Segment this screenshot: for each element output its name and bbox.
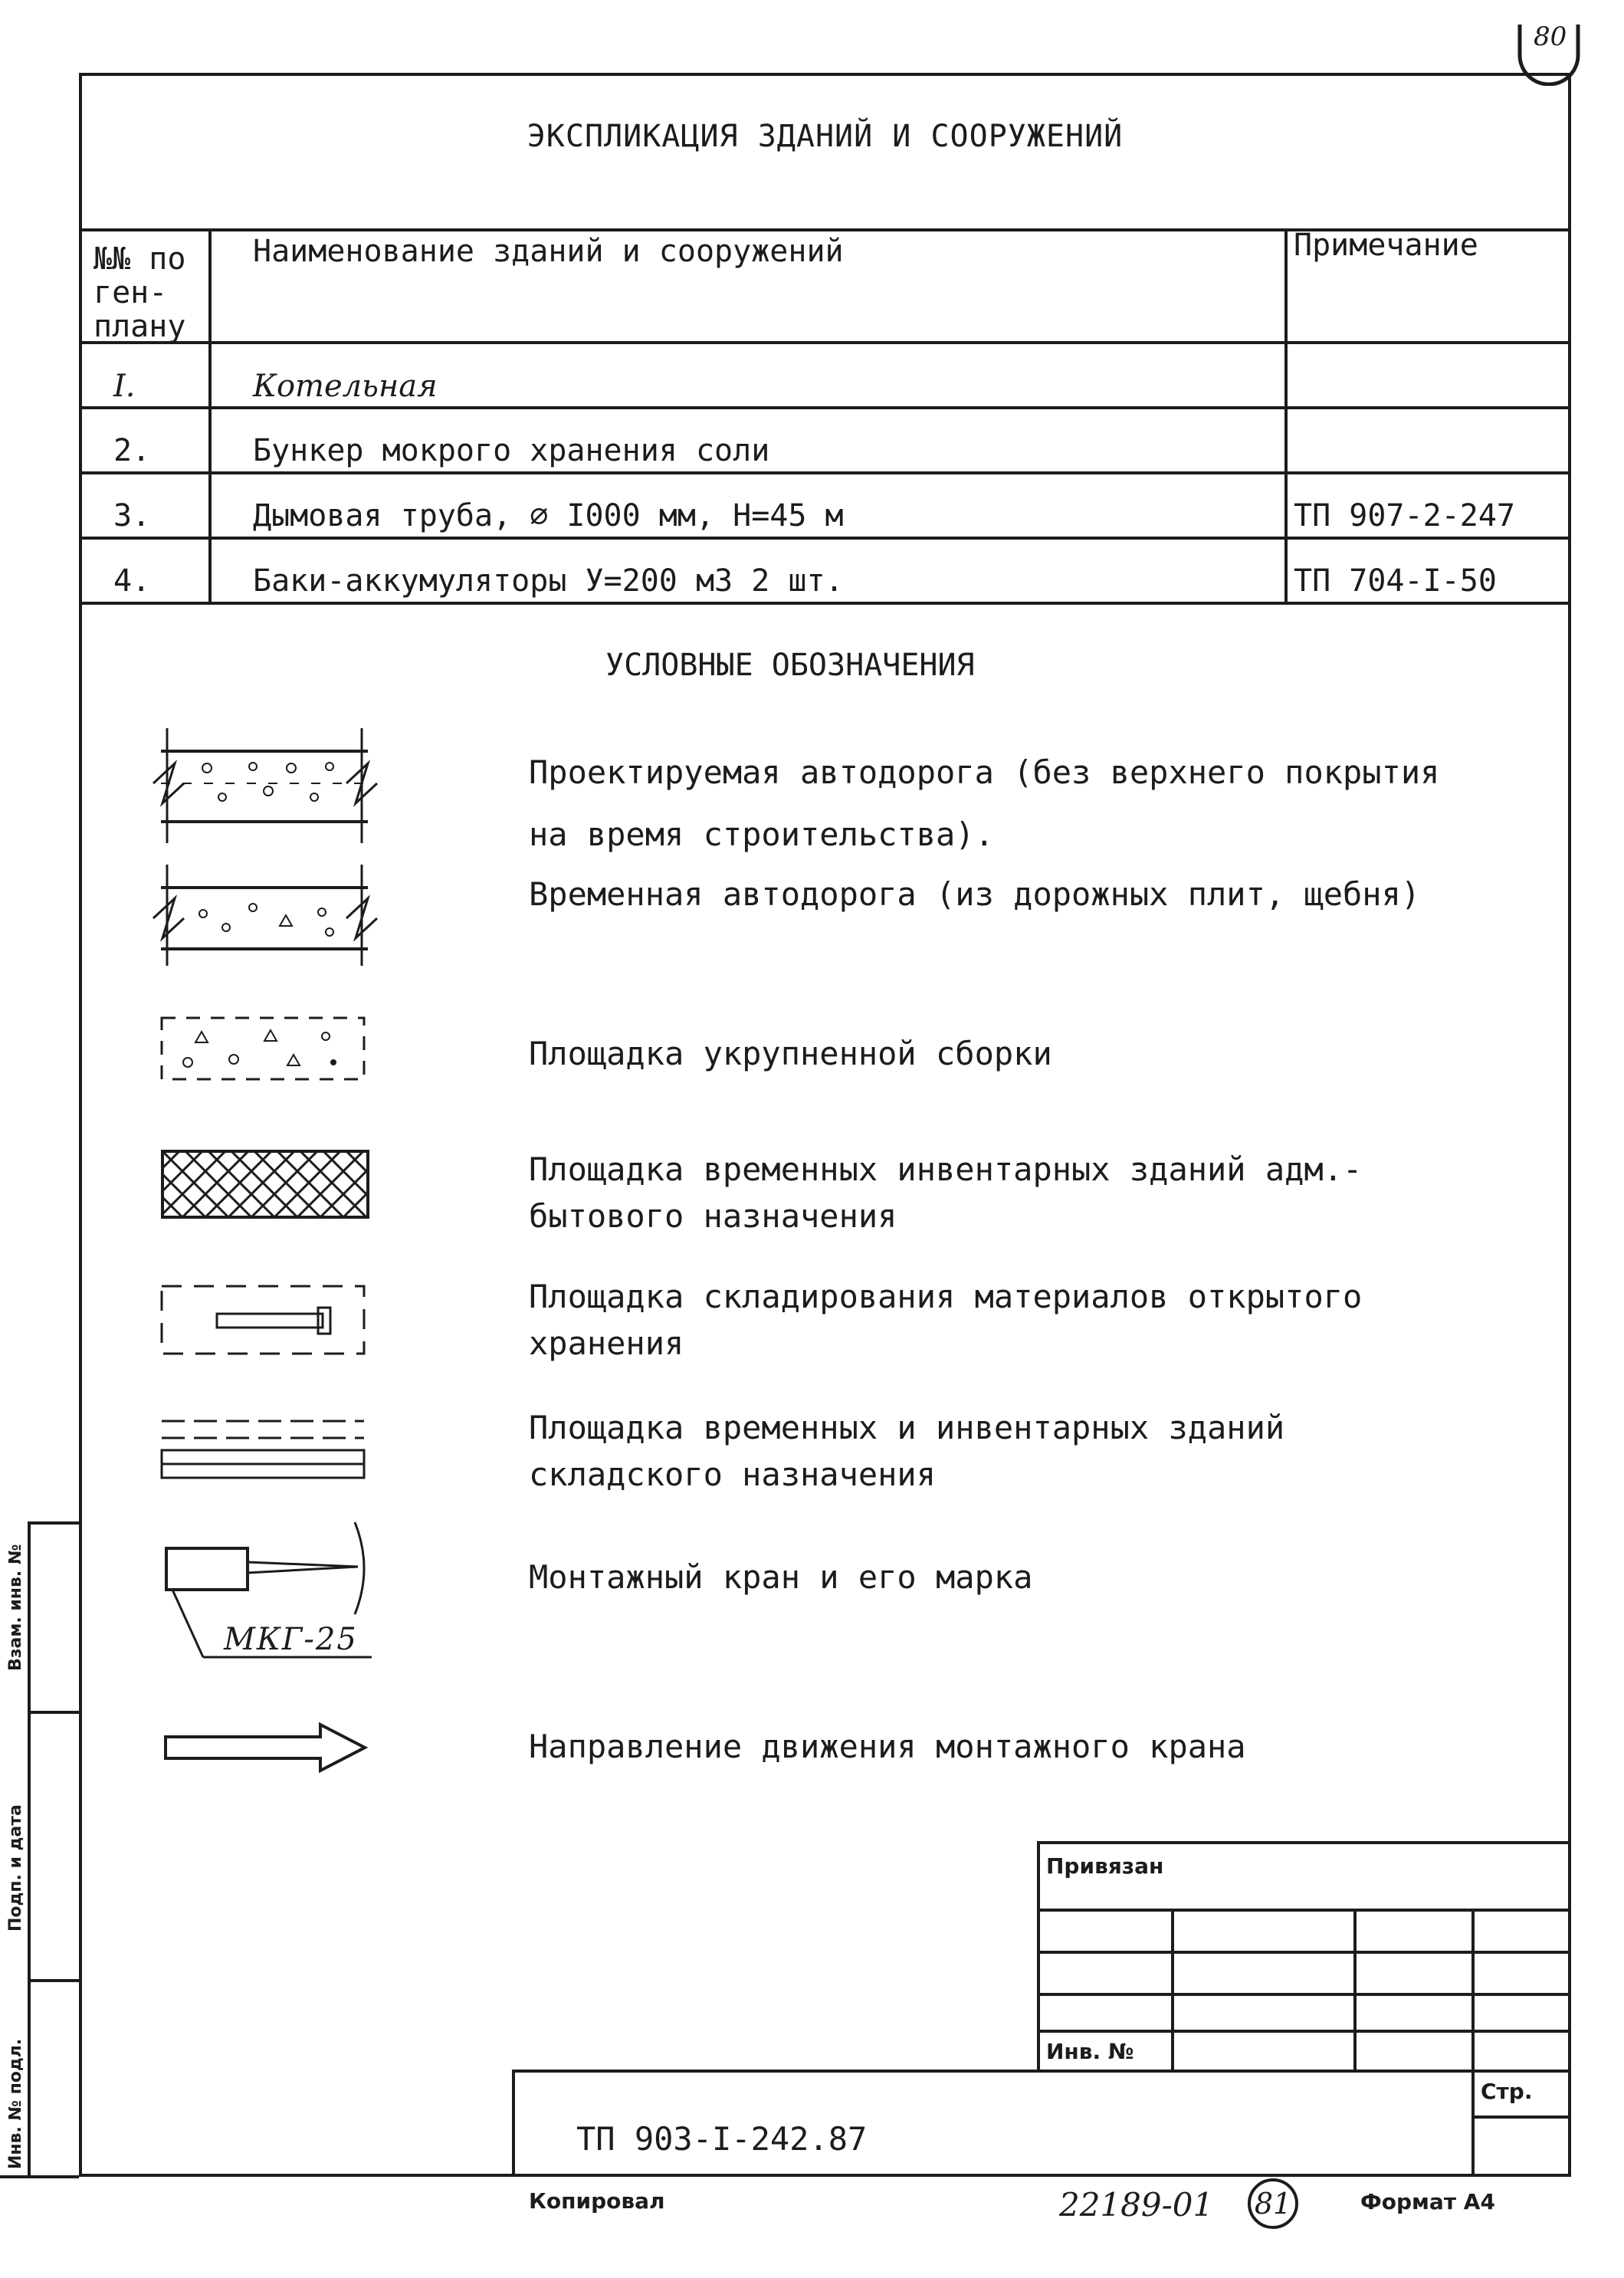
legend-text-admin-buildings-1: Площадка временных инвентарных зданий адм.-: [529, 1150, 1363, 1188]
stamp-rule: [1037, 2030, 1571, 2033]
footer-circled-number-badge: [1248, 2178, 1298, 2229]
header-number-line2: ген-: [94, 275, 168, 310]
footer-format-label: Формат А4: [1360, 2189, 1495, 2214]
corner-page-number: 80: [1534, 21, 1567, 52]
stamp-linked-label: Привязан: [1046, 1853, 1164, 1879]
stamp-rule: [1037, 1993, 1571, 1996]
legend-text-assembly-area: Площадка укрупненной сборки: [529, 1035, 1052, 1072]
row-number: 4.: [113, 563, 151, 599]
table-row-rule: [79, 602, 1571, 605]
stamp-main-left-rule: [512, 2070, 515, 2177]
table-header-rule: [79, 341, 1571, 344]
stamp-inv-label: Инв. №: [1046, 2039, 1134, 2064]
row-name: Бункер мокрого хранения соли: [253, 433, 770, 468]
stamp-rule: [1037, 1909, 1571, 1912]
row-number: I.: [113, 369, 136, 404]
stamp-left-rule: [1037, 1841, 1040, 2071]
side-label-replaces-inv: Взам. инв. №: [6, 1544, 25, 1671]
side-strip-rule: [28, 1711, 79, 1714]
table-row-rule: [79, 537, 1571, 540]
table-row-rule: [79, 406, 1571, 409]
legend-text-admin-buildings-2: бытового назначения: [529, 1197, 897, 1235]
legend-text-projected-road-2: на время строительства).: [529, 816, 994, 853]
crane-direction-arrow: [161, 1717, 376, 1778]
footer-circled-number: 81: [1254, 2187, 1292, 2221]
legend-text-temporary-road: Временная автодорога (из дорожных плит, щебня): [529, 875, 1421, 913]
side-strip-rule: [28, 1521, 79, 1525]
road-projected-symbol: [146, 720, 406, 851]
row-note: ТП 704-I-50: [1294, 563, 1497, 599]
legend-title: УСЛОВНЫЕ ОБОЗНАЧЕНИЯ: [605, 648, 975, 683]
legend-text-open-storage-2: хранения: [529, 1324, 684, 1362]
admin-buildings-symbol: [159, 1148, 374, 1225]
legend-text-open-storage-1: Площадка складирования материалов открытого: [529, 1278, 1363, 1315]
assembly-area-symbol: [157, 1012, 372, 1088]
stamp-col-rule: [1171, 1909, 1174, 2070]
side-strip-rule: [0, 2175, 79, 2178]
table-col-rule: [208, 228, 212, 602]
stamp-rule: [1037, 1951, 1571, 1954]
footer-copied-label: Копировал: [529, 2188, 665, 2214]
stamp-doc-code: ТП 903-I-242.87: [576, 2120, 868, 2158]
header-note: Примечание: [1294, 228, 1478, 263]
crane-mark-label: МКГ-25: [224, 1622, 358, 1657]
stamp-col-rule: [1353, 1909, 1357, 2070]
stamp-top-rule: [1037, 1841, 1571, 1844]
stamp-page-label: Стр.: [1481, 2079, 1533, 2104]
header-name: Наименование зданий и сооружений: [253, 234, 844, 269]
row-number: 3.: [113, 498, 151, 533]
side-label-signature-date: Подп. и дата: [6, 1804, 25, 1932]
stamp-col-rule: [1471, 1909, 1475, 2177]
side-strip-left-rule: [28, 1521, 31, 2177]
table-row-rule: [79, 471, 1571, 474]
footer-sheet-number: 22189-01: [1059, 2186, 1214, 2224]
side-label-inv-original: Инв. № подл.: [6, 2038, 25, 2169]
row-name: Баки-аккумуляторы У=200 м3 2 шт.: [253, 563, 844, 599]
legend-text-projected-road-1: Проектируемая автодорога (без верхнего покрытия: [529, 753, 1440, 791]
legend-text-warehouse-2: складского назначения: [529, 1456, 937, 1493]
open-storage-symbol: [157, 1280, 372, 1364]
crane-symbol: [157, 1518, 402, 1686]
legend-text-crane-direction: Направление движения монтажного крана: [529, 1728, 1246, 1765]
page-title: ЭКСПЛИКАЦИЯ ЗДАНИЙ И СООРУЖЕНИЙ: [527, 119, 1124, 154]
side-strip-rule: [28, 1979, 79, 1982]
corner-page-badge: [1514, 17, 1583, 86]
stamp-rule: [512, 2070, 1571, 2073]
row-name: Котельная: [253, 369, 438, 404]
stamp-rule: [1471, 2116, 1571, 2119]
header-number-line3: плану: [94, 309, 186, 344]
road-temporary-symbol: [146, 858, 406, 973]
legend-text-crane: Монтажный кран и его марка: [529, 1558, 1033, 1596]
legend-text-warehouse-1: Площадка временных и инвентарных зданий: [529, 1409, 1285, 1446]
header-number-line1: №№ по: [94, 241, 186, 277]
table-col-rule: [1284, 228, 1288, 602]
warehouse-buildings-symbol: [157, 1410, 372, 1487]
row-number: 2.: [113, 433, 151, 468]
row-name: Дымовая труба, ∅ I000 мм, Н=45 м: [253, 498, 844, 533]
row-note: ТП 907-2-247: [1294, 498, 1515, 533]
